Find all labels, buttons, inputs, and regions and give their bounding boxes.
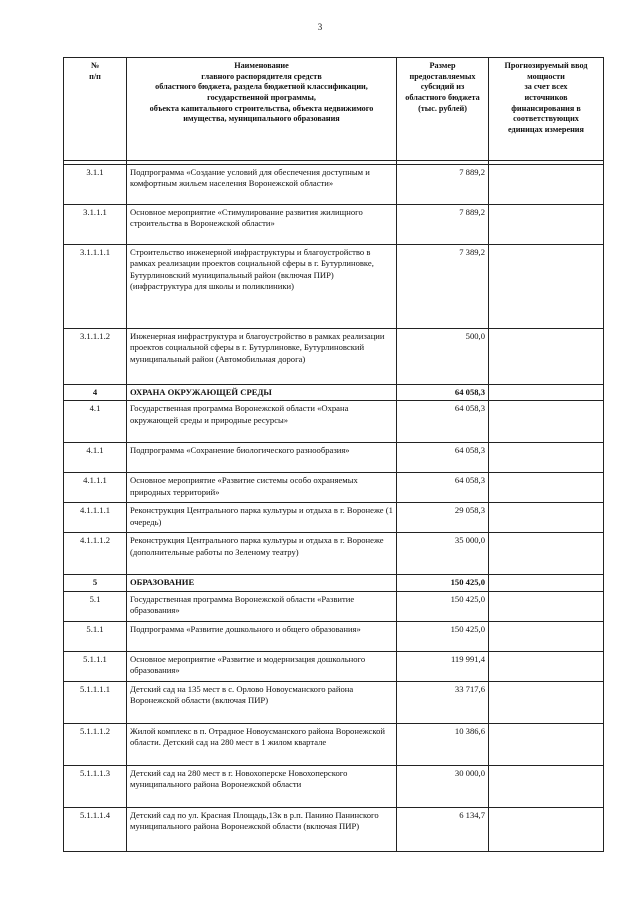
table-row [64, 165, 604, 205]
row-name: Детский сад по ул. Красная Площадь,13к в р.п. Панино Панинского муниципального района Воронежской области (включая ПИР) [127, 807, 397, 851]
table-row [64, 723, 604, 765]
row-number: 5.1.1 [64, 621, 127, 651]
row-amount: 7 889,2 [397, 205, 489, 245]
row-amount: 150 425,0 [397, 591, 489, 621]
row-amount: 6 134,7 [397, 807, 489, 851]
table-body [64, 165, 604, 852]
row-amount: 64 058,3 [397, 401, 489, 443]
row-amount: 150 425,0 [397, 575, 489, 591]
row-forecast [489, 165, 604, 205]
row-forecast [489, 245, 604, 329]
row-forecast [489, 807, 604, 851]
row-amount: 119 991,4 [397, 651, 489, 681]
row-name: Государственная программа Воронежской области «Развитие образования» [127, 591, 397, 621]
row-forecast [489, 401, 604, 443]
row-number: 5.1.1.1.3 [64, 765, 127, 807]
table-row [64, 329, 604, 385]
row-name: ОБРАЗОВАНИЕ [127, 575, 397, 591]
row-forecast [489, 765, 604, 807]
row-amount: 33 717,6 [397, 681, 489, 723]
row-amount: 500,0 [397, 329, 489, 385]
header-name: Наименование главного распорядителя средств областного бюджета, раздела бюджетной классификации, государственной программы, объекта капитального строительства, объекта недвижимого имущества, муниципального образования [127, 58, 397, 161]
header-amount: Размер предоставляемых субсидий из областного бюджета (тыс. рублей) [397, 58, 489, 161]
table-row [64, 591, 604, 621]
row-name: Детский сад на 280 мест в г. Новохоперске Новохоперского муниципального района Воронежской области [127, 765, 397, 807]
table-row [64, 385, 604, 401]
row-name: Реконструкция Центрального парка культуры и отдыха в г. Воронеже (дополнительные работы по Зеленому театру) [127, 533, 397, 575]
table-row [64, 401, 604, 443]
row-number: 4.1.1.1.2 [64, 533, 127, 575]
table-row [64, 807, 604, 851]
table-row [64, 473, 604, 503]
row-forecast [489, 651, 604, 681]
row-name: Подпрограмма «Развитие дошкольного и общего образования» [127, 621, 397, 651]
row-name: Инженерная инфраструктура и благоустройство в рамках реализации проектов социальной сферы в г. Бутурлиновке, Бутурлиновский муниципальный район (Автомобильная дорога) [127, 329, 397, 385]
table-row [64, 575, 604, 591]
row-forecast [489, 621, 604, 651]
row-amount: 64 058,3 [397, 385, 489, 401]
row-forecast [489, 443, 604, 473]
row-name: Подпрограмма «Создание условий для обеспечения доступным и комфортным жильем населения Воронежской области» [127, 165, 397, 205]
row-number: 3.1.1.1 [64, 205, 127, 245]
table-row [64, 205, 604, 245]
row-amount: 150 425,0 [397, 621, 489, 651]
row-name: Основное мероприятие «Стимулирование развития жилищного строительства в Воронежской области» [127, 205, 397, 245]
row-name: Основное мероприятие «Развитие и модернизация дошкольного образования» [127, 651, 397, 681]
row-name: Реконструкция Центрального парка культуры и отдыха в г. Воронеже (1 очередь) [127, 503, 397, 533]
row-number: 3.1.1 [64, 165, 127, 205]
header-forecast: Прогнозируемый ввод мощности за счет всех источников финансирования в соответствующих единицах измерения [489, 58, 604, 161]
table-row [64, 651, 604, 681]
row-name: Строительство инженерной инфраструктуры и благоустройство в рамках реализации проектов социальной сферы в г. Бутурлиновке, Бутурлиновский муниципальный район (включая ПИР) (инфраструктура для школы и поликлиники) [127, 245, 397, 329]
table-row [64, 681, 604, 723]
row-amount: 10 386,6 [397, 723, 489, 765]
row-name: Основное мероприятие «Развитие системы особо охраняемых природных территорий» [127, 473, 397, 503]
row-amount: 64 058,3 [397, 473, 489, 503]
row-name: Подпрограмма «Сохранение биологического разнообразия» [127, 443, 397, 473]
row-amount: 30 000,0 [397, 765, 489, 807]
table-header-row [64, 58, 604, 161]
row-number: 4.1.1.1.1 [64, 503, 127, 533]
row-amount: 35 000,0 [397, 533, 489, 575]
row-number: 5.1.1.1.2 [64, 723, 127, 765]
row-number: 4.1 [64, 401, 127, 443]
row-forecast [489, 385, 604, 401]
row-amount: 7 389,2 [397, 245, 489, 329]
table-row [64, 443, 604, 473]
row-forecast [489, 205, 604, 245]
row-amount: 29 058,3 [397, 503, 489, 533]
table-row [64, 503, 604, 533]
table-row [64, 621, 604, 651]
row-forecast [489, 473, 604, 503]
row-amount: 64 058,3 [397, 443, 489, 473]
row-forecast [489, 681, 604, 723]
row-number: 4.1.1 [64, 443, 127, 473]
row-number: 4 [64, 385, 127, 401]
row-forecast [489, 533, 604, 575]
row-forecast [489, 591, 604, 621]
table-row [64, 765, 604, 807]
row-number: 5.1.1.1.4 [64, 807, 127, 851]
row-name: Жилой комплекс в п. Отрадное Новоусманского района Воронежской области. Детский сад на 280 мест в 1 жилом квартале [127, 723, 397, 765]
row-name: Государственная программа Воронежской области «Охрана окружающей среды и природные ресурсы» [127, 401, 397, 443]
row-forecast [489, 723, 604, 765]
row-number: 5.1.1.1.1 [64, 681, 127, 723]
row-number: 5 [64, 575, 127, 591]
page-number: 3 [317, 22, 323, 32]
row-forecast [489, 575, 604, 591]
row-name: Детский сад на 135 мест в с. Орлово Новоусманского района Воронежской области (включая ПИР) [127, 681, 397, 723]
row-forecast [489, 503, 604, 533]
row-amount: 7 889,2 [397, 165, 489, 205]
table-row [64, 245, 604, 329]
row-number: 3.1.1.1.1 [64, 245, 127, 329]
row-forecast [489, 329, 604, 385]
row-name: ОХРАНА ОКРУЖАЮЩЕЙ СРЕДЫ [127, 385, 397, 401]
row-number: 5.1.1.1 [64, 651, 127, 681]
table-row [64, 533, 604, 575]
header-num: № п/п [64, 58, 127, 161]
row-number: 3.1.1.1.2 [64, 329, 127, 385]
row-number: 5.1 [64, 591, 127, 621]
row-number: 4.1.1.1 [64, 473, 127, 503]
subsidy-table [63, 57, 604, 852]
